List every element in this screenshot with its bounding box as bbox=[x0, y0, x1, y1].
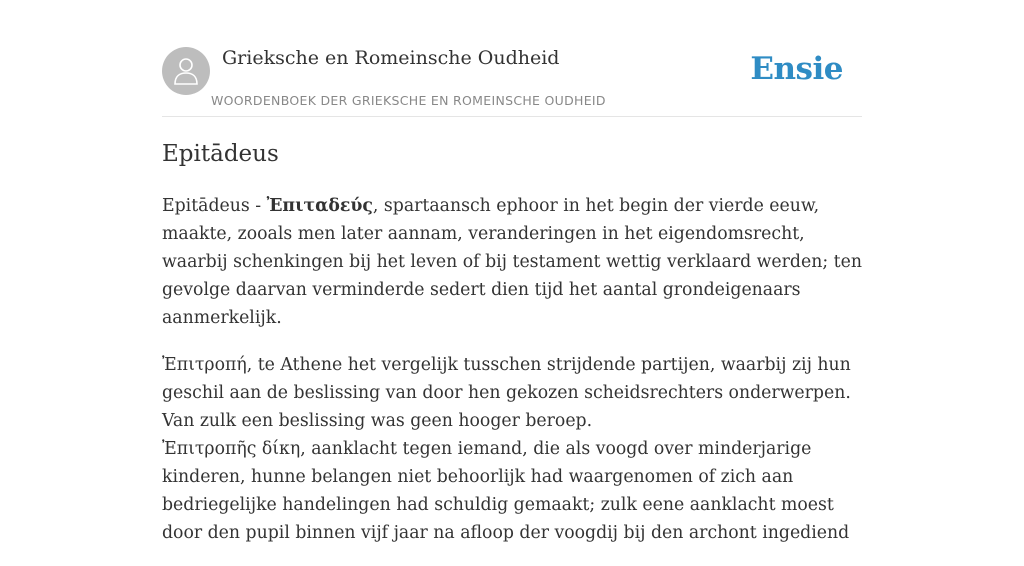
greek-term: Ἐπιτροπῆς δίκη bbox=[162, 439, 301, 459]
paragraph-text: , spartaansch ephoor in het begin der vierde eeuw, maakte, zooals men later aannam, veranderingen in het eigendomsrecht, waarbij schenkingen bij het leven of bij testament wettig verklaard werden; ten gevolge daarvan verminderde sedert dien tijd het aantal grondeigenaars aanmerkelijk. bbox=[162, 196, 862, 328]
entry-article bbox=[162, 192, 862, 566]
entry-term: Epitādeus bbox=[162, 196, 250, 216]
user-silhouette-icon bbox=[172, 56, 200, 86]
greek-term: Ἐπιτροπή bbox=[162, 355, 247, 375]
site-title[interactable]: Grieksche en Romeinsche Oudheid bbox=[222, 47, 560, 69]
avatar[interactable] bbox=[162, 47, 210, 95]
brand-logo[interactable]: Ensie bbox=[750, 51, 843, 87]
entry-title: Epitādeus bbox=[162, 141, 279, 167]
paragraph-text: , te Athene het vergelijk tusschen strijdende partijen, waarbij zij hun geschil aan de beslissing van door hen gekozen scheidsrechters onderwerpen. Van zulk een beslissing was geen hooger beroep. bbox=[162, 355, 851, 431]
site-header bbox=[162, 0, 862, 117]
page-container bbox=[162, 0, 862, 543]
entry-paragraph bbox=[162, 192, 862, 332]
greek-term: Ἐπιταδεύς bbox=[266, 196, 373, 216]
site-subtitle: WOORDENBOEK DER GRIEKSCHE EN ROMEINSCHE OUDHEID bbox=[211, 93, 606, 108]
paragraph-text: , aanklacht tegen iemand, die als voogd over minderjarige kinderen, hunne belangen niet behoorlijk had waargenomen of zich aan bedriegelijke handelingen had schuldig gemaakt; zulk eene aanklacht moest door den pupil binnen vijf jaar na afloop der voogdij bij den archont ingediend bbox=[162, 439, 850, 543]
entry-paragraph bbox=[162, 351, 862, 547]
term-separator: - bbox=[249, 196, 267, 216]
